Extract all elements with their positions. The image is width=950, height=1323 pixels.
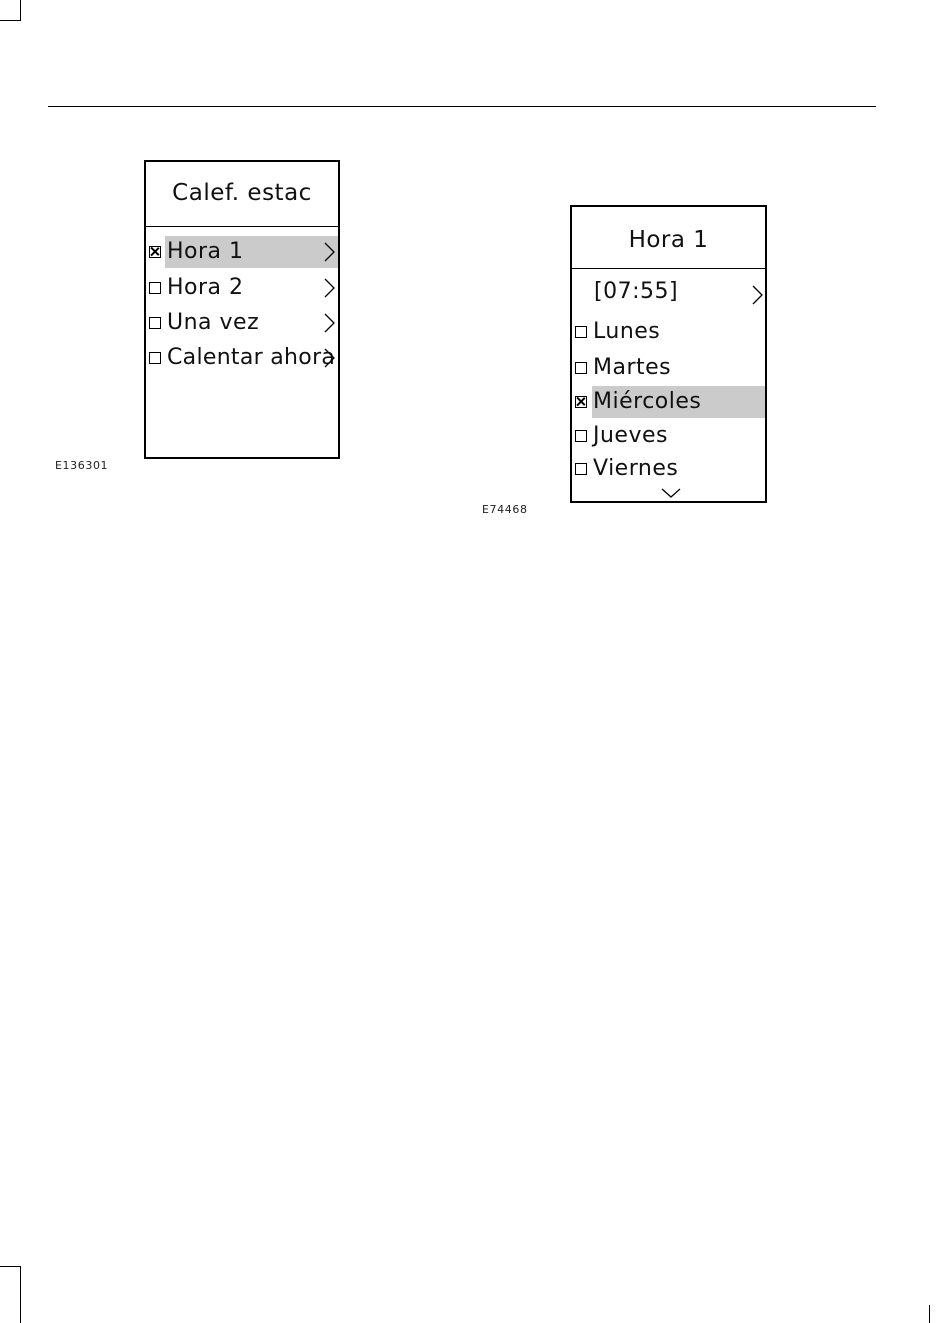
menu-item-label: Calentar ahora	[167, 345, 336, 370]
menu-item-calentar-ahora[interactable]	[146, 342, 338, 374]
day-label: Lunes	[593, 319, 661, 344]
menu-item-hora-1[interactable]	[146, 236, 338, 268]
checkbox-unchecked-icon[interactable]	[149, 317, 161, 329]
crop-mark-bottom-left-horizontal	[0, 1266, 21, 1267]
figure-code: E74468	[482, 503, 528, 516]
checkbox-checked-icon[interactable]	[149, 246, 161, 258]
checkbox-unchecked-icon[interactable]	[149, 282, 161, 294]
day-item-martes[interactable]	[572, 352, 765, 384]
checkbox-unchecked-icon[interactable]	[575, 326, 587, 338]
day-item-miercoles[interactable]	[572, 386, 765, 418]
chevron-right-icon	[750, 284, 764, 306]
day-label: Martes	[593, 355, 672, 380]
crop-mark-top-left-horizontal	[0, 20, 21, 21]
screen-title: Calef. estac	[172, 180, 312, 206]
checkbox-unchecked-icon[interactable]	[575, 362, 587, 374]
chevron-right-icon	[322, 241, 336, 263]
chevron-right-icon	[322, 277, 336, 299]
crop-mark-top-left-vertical	[20, 0, 21, 20]
header-rule	[48, 106, 876, 107]
day-label: Viernes	[593, 456, 679, 481]
day-item-viernes[interactable]	[572, 453, 765, 485]
title-divider	[146, 226, 338, 227]
checkbox-unchecked-icon[interactable]	[149, 352, 161, 364]
menu-item-label: Hora 1	[167, 239, 244, 264]
day-label: Jueves	[593, 423, 668, 448]
day-label: Miércoles	[593, 389, 702, 414]
day-item-jueves[interactable]	[572, 420, 765, 452]
screen-title: Hora 1	[628, 227, 709, 253]
menu-item-label: Hora 2	[167, 275, 244, 300]
checkbox-unchecked-icon[interactable]	[575, 463, 587, 475]
menu-item-hora-2[interactable]	[146, 272, 338, 304]
checkbox-unchecked-icon[interactable]	[575, 430, 587, 442]
timer-days-menu-screen	[570, 205, 767, 503]
figure-code: E136301	[55, 459, 109, 472]
chevron-down-icon[interactable]	[660, 487, 682, 499]
checkbox-checked-icon[interactable]	[575, 396, 587, 408]
chevron-right-icon	[322, 312, 336, 334]
crop-mark-bottom-left-vertical	[20, 1266, 21, 1323]
chevron-right-icon	[322, 347, 336, 369]
crop-mark-bottom-right	[929, 1305, 930, 1323]
menu-item-label: Una vez	[167, 310, 260, 335]
time-value[interactable]: [07:55]	[594, 279, 679, 304]
title-divider	[572, 268, 765, 269]
parking-heater-menu-screen	[144, 160, 340, 459]
day-item-lunes[interactable]	[572, 316, 765, 348]
menu-item-una-vez[interactable]	[146, 307, 338, 339]
